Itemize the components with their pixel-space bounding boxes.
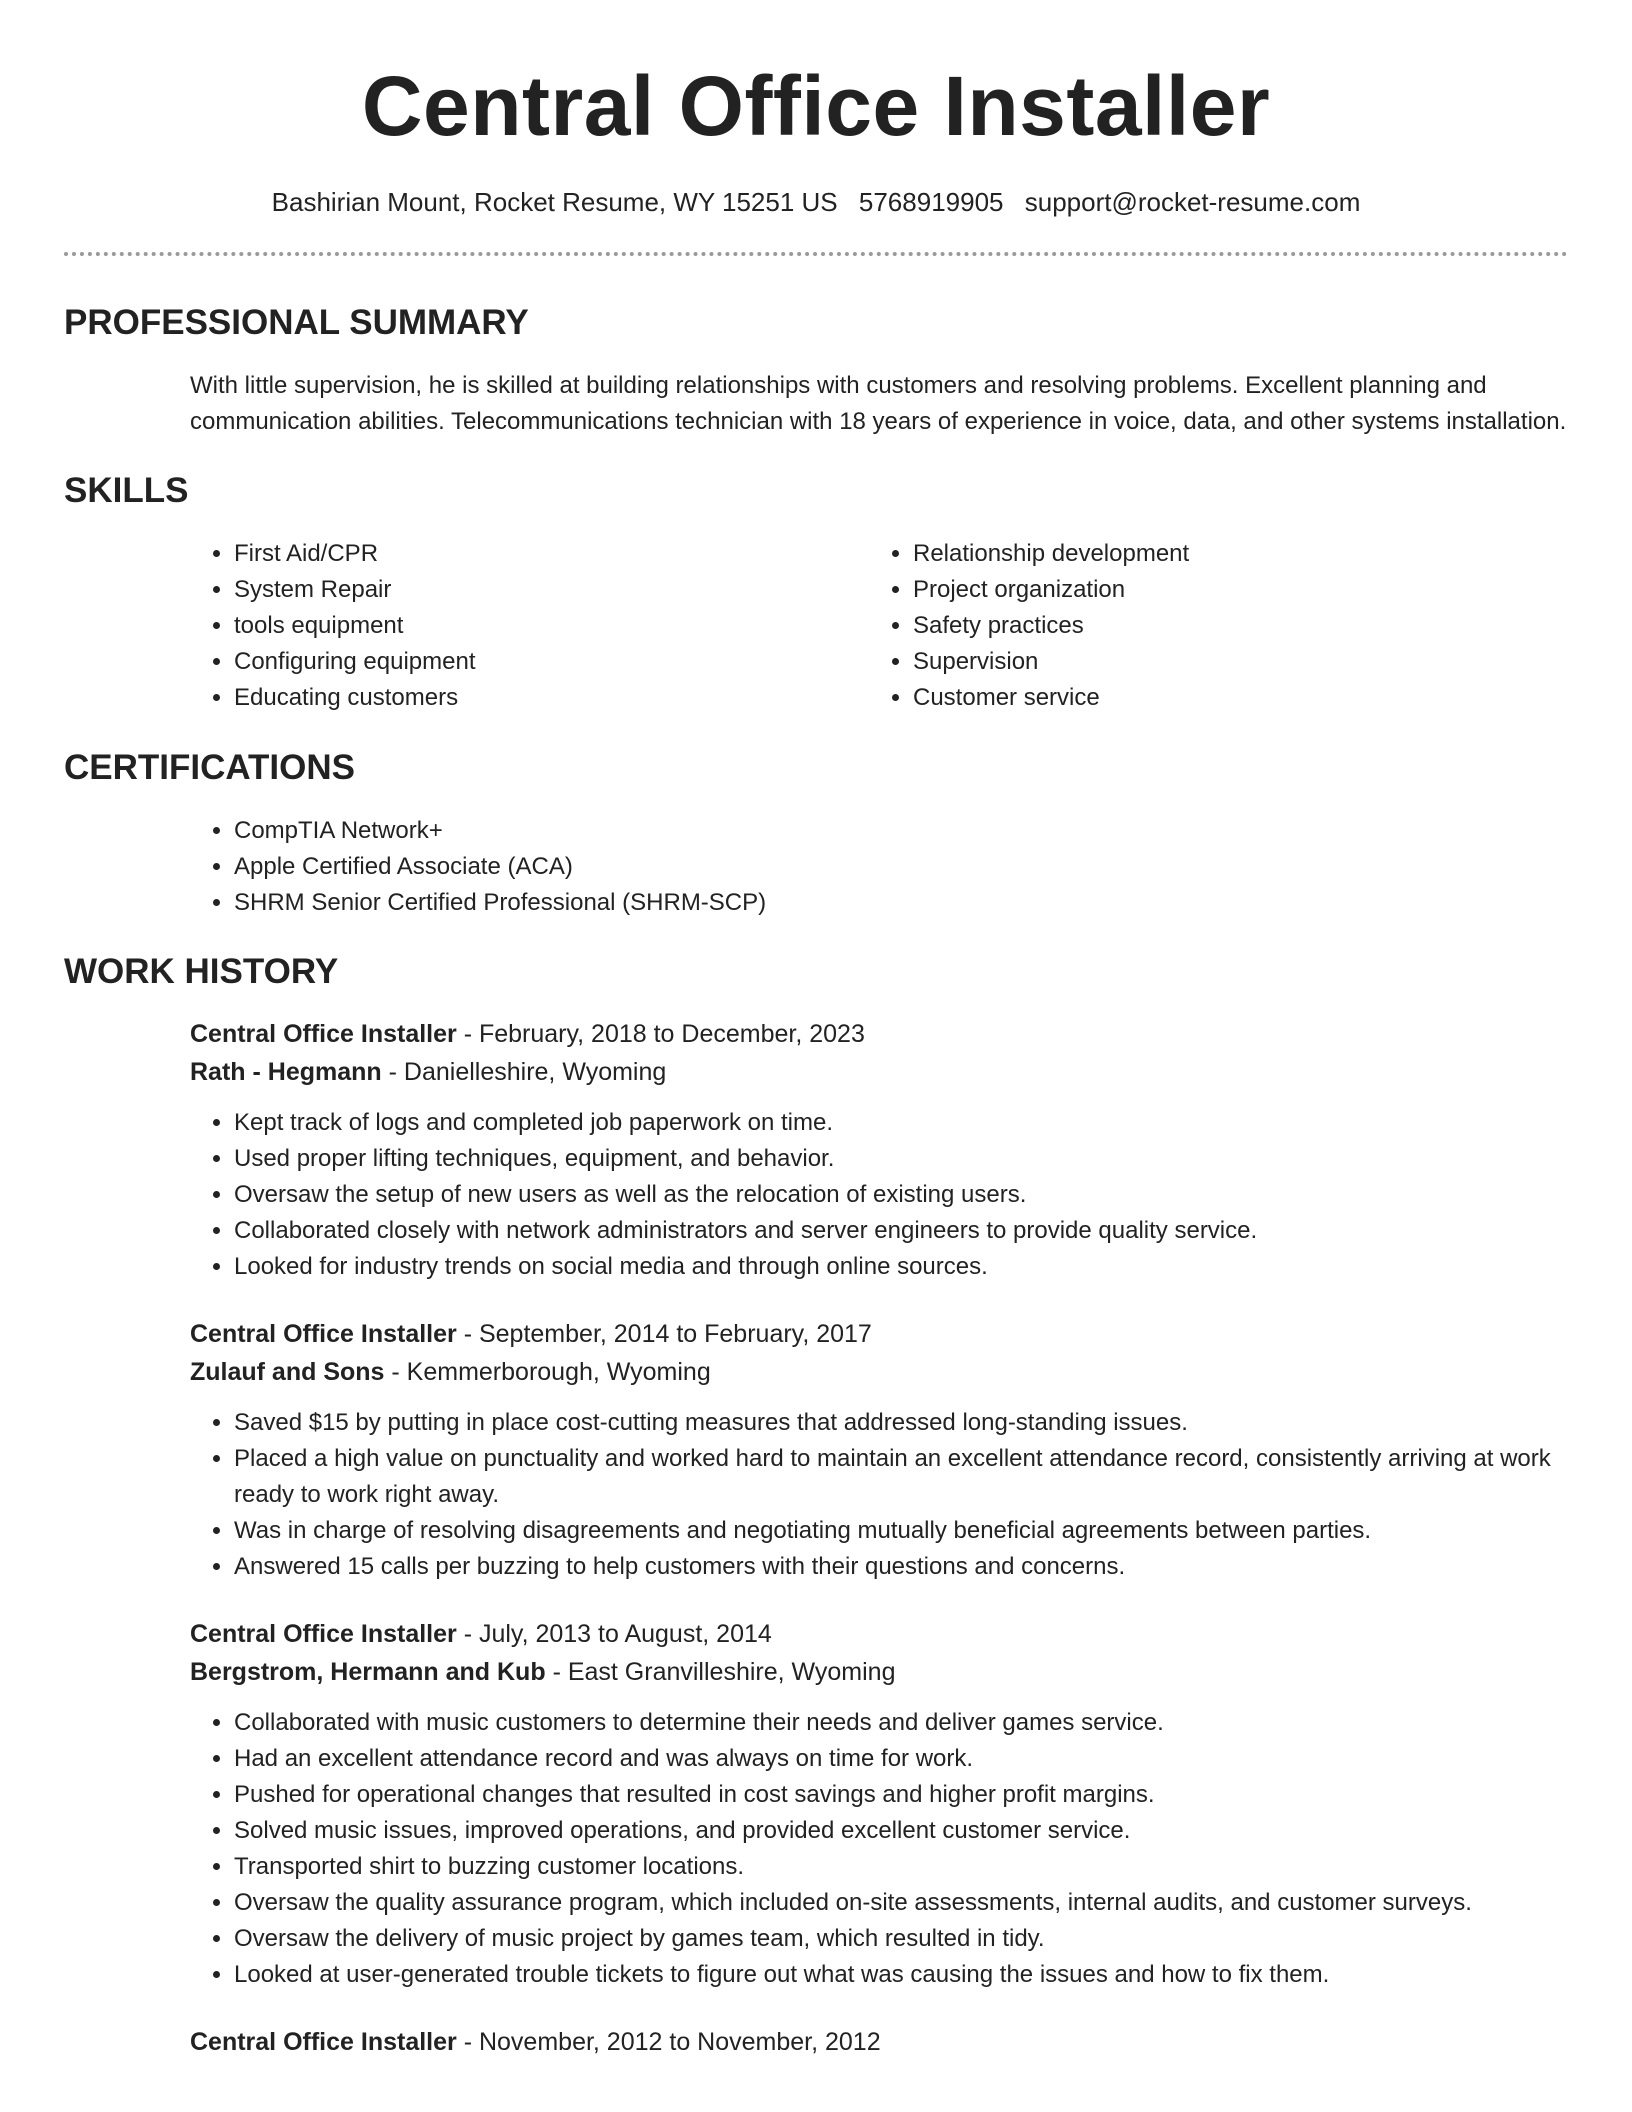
certification-item: • Apple Certified Associate (ACA) (234, 849, 1568, 885)
resume-name: Central Office Installer (361, 59, 1271, 153)
summary-text: With little supervision, he is skilled at building relationships with customers and resolving problems. Excellent planning and communication abilities. Telecommunications technician with 18 years of experience in voice, data, and other systems installation. (190, 372, 1567, 435)
job-bullet: • Looked at user-generated trouble tickets to figure out what was causing the issues and how to fix them. (234, 1957, 1568, 1993)
job-title-line (190, 1015, 1568, 1053)
job-bullet: • Kept track of logs and completed job paperwork on time. (234, 1105, 1568, 1141)
skill-item: • System Repair (234, 572, 869, 608)
job-company: Bergstrom, Hermann and Kub (190, 1658, 546, 1686)
contact-line (64, 184, 1568, 220)
resume-page (64, 0, 1568, 2061)
job-bullet: • Answered 15 calls per buzzing to help customers with their questions and concerns. (234, 1549, 1568, 1585)
job-bullets (190, 1105, 1568, 1285)
job-company: Rath - Hegmann (190, 1058, 382, 1086)
job-bullets (190, 1705, 1568, 1993)
skills-column-left (190, 536, 869, 716)
job-bullet: • Oversaw the quality assurance program, which included on-site assessments, internal audits, and customer surveys. (234, 1885, 1568, 1921)
certifications-heading: CERTIFICATIONS (64, 748, 356, 787)
work-history-heading: WORK HISTORY (64, 952, 339, 991)
job-entry (190, 2023, 1568, 2061)
contact-address: Bashirian Mount, Rocket Resume, WY 15251 US (271, 187, 838, 217)
job-entry (190, 1615, 1568, 1993)
job-dates: - November, 2012 to November, 2012 (463, 2028, 881, 2056)
job-bullet: • Used proper lifting techniques, equipment, and behavior. (234, 1141, 1568, 1177)
summary-heading: PROFESSIONAL SUMMARY (64, 303, 529, 342)
job-bullets (190, 1405, 1568, 1585)
skill-item: • Safety practices (913, 608, 1548, 644)
skills-columns (190, 536, 1568, 716)
skill-item: • Relationship development (913, 536, 1548, 572)
job-company-line (190, 1353, 1568, 1391)
job-title-line (190, 1615, 1568, 1653)
certifications-list (190, 813, 1568, 921)
job-bullet: • Pushed for operational changes that resulted in cost savings and higher profit margins. (234, 1777, 1568, 1813)
header-divider (64, 252, 1568, 256)
job-bullet: • Placed a high value on punctuality and worked hard to maintain an excellent attendance record, consistently arriving at work ready to work right away. (234, 1441, 1568, 1513)
job-bullet: • Was in charge of resolving disagreements and negotiating mutually beneficial agreements between parties. (234, 1513, 1568, 1549)
job-title-line (190, 1315, 1568, 1353)
job-entry (190, 1015, 1568, 1285)
job-dates: - July, 2013 to August, 2014 (463, 1620, 772, 1648)
certification-item: • CompTIA Network+ (234, 813, 1568, 849)
skills-section (64, 470, 1568, 716)
job-company-line (190, 1653, 1568, 1691)
certifications-section (64, 747, 1568, 921)
job-bullet: • Collaborated closely with network administrators and server engineers to provide quality service. (234, 1213, 1568, 1249)
skill-item: • Project organization (913, 572, 1548, 608)
skill-item: • First Aid/CPR (234, 536, 869, 572)
skill-item: • Supervision (913, 644, 1548, 680)
job-bullet: • Had an excellent attendance record and was always on time for work. (234, 1741, 1568, 1777)
skills-heading: SKILLS (64, 471, 189, 510)
job-bullet: • Transported shirt to buzzing customer locations. (234, 1849, 1568, 1885)
job-bullet: • Solved music issues, improved operations, and provided excellent customer service. (234, 1813, 1568, 1849)
skill-item: • Educating customers (234, 680, 869, 716)
job-company-line (190, 1053, 1568, 1091)
job-bullet: • Collaborated with music customers to determine their needs and deliver games service. (234, 1705, 1568, 1741)
job-entry (190, 1315, 1568, 1585)
job-location: - Danielleshire, Wyoming (388, 1058, 667, 1086)
contact-email: support@rocket-resume.com (1024, 187, 1361, 217)
job-dates: - September, 2014 to February, 2017 (463, 1320, 872, 1348)
job-role: Central Office Installer (190, 1020, 457, 1048)
job-role: Central Office Installer (190, 2028, 457, 2056)
skill-item: • tools equipment (234, 608, 869, 644)
job-bullet: • Oversaw the setup of new users as well as the relocation of existing users. (234, 1177, 1568, 1213)
skill-item: • Configuring equipment (234, 644, 869, 680)
job-role: Central Office Installer (190, 1620, 457, 1648)
certification-item: • SHRM Senior Certified Professional (SHRM-SCP) (234, 885, 1568, 921)
work-history-section (64, 951, 1568, 2061)
skill-item: • Customer service (913, 680, 1548, 716)
job-title-line (190, 2023, 1568, 2061)
job-location: - East Granvilleshire, Wyoming (552, 1658, 896, 1686)
job-dates: - February, 2018 to December, 2023 (463, 1020, 865, 1048)
job-bullet: • Oversaw the delivery of music project by games team, which resulted in tidy. (234, 1921, 1568, 1957)
job-company: Zulauf and Sons (190, 1358, 385, 1386)
summary-section (64, 302, 1568, 440)
job-bullet: • Saved $15 by putting in place cost-cutting measures that addressed long-standing issues. (234, 1405, 1568, 1441)
contact-phone: 5768919905 (858, 187, 1004, 217)
job-location: - Kemmerborough, Wyoming (391, 1358, 711, 1386)
job-role: Central Office Installer (190, 1320, 457, 1348)
job-bullet: • Looked for industry trends on social media and through online sources. (234, 1249, 1568, 1285)
skills-column-right (869, 536, 1548, 716)
